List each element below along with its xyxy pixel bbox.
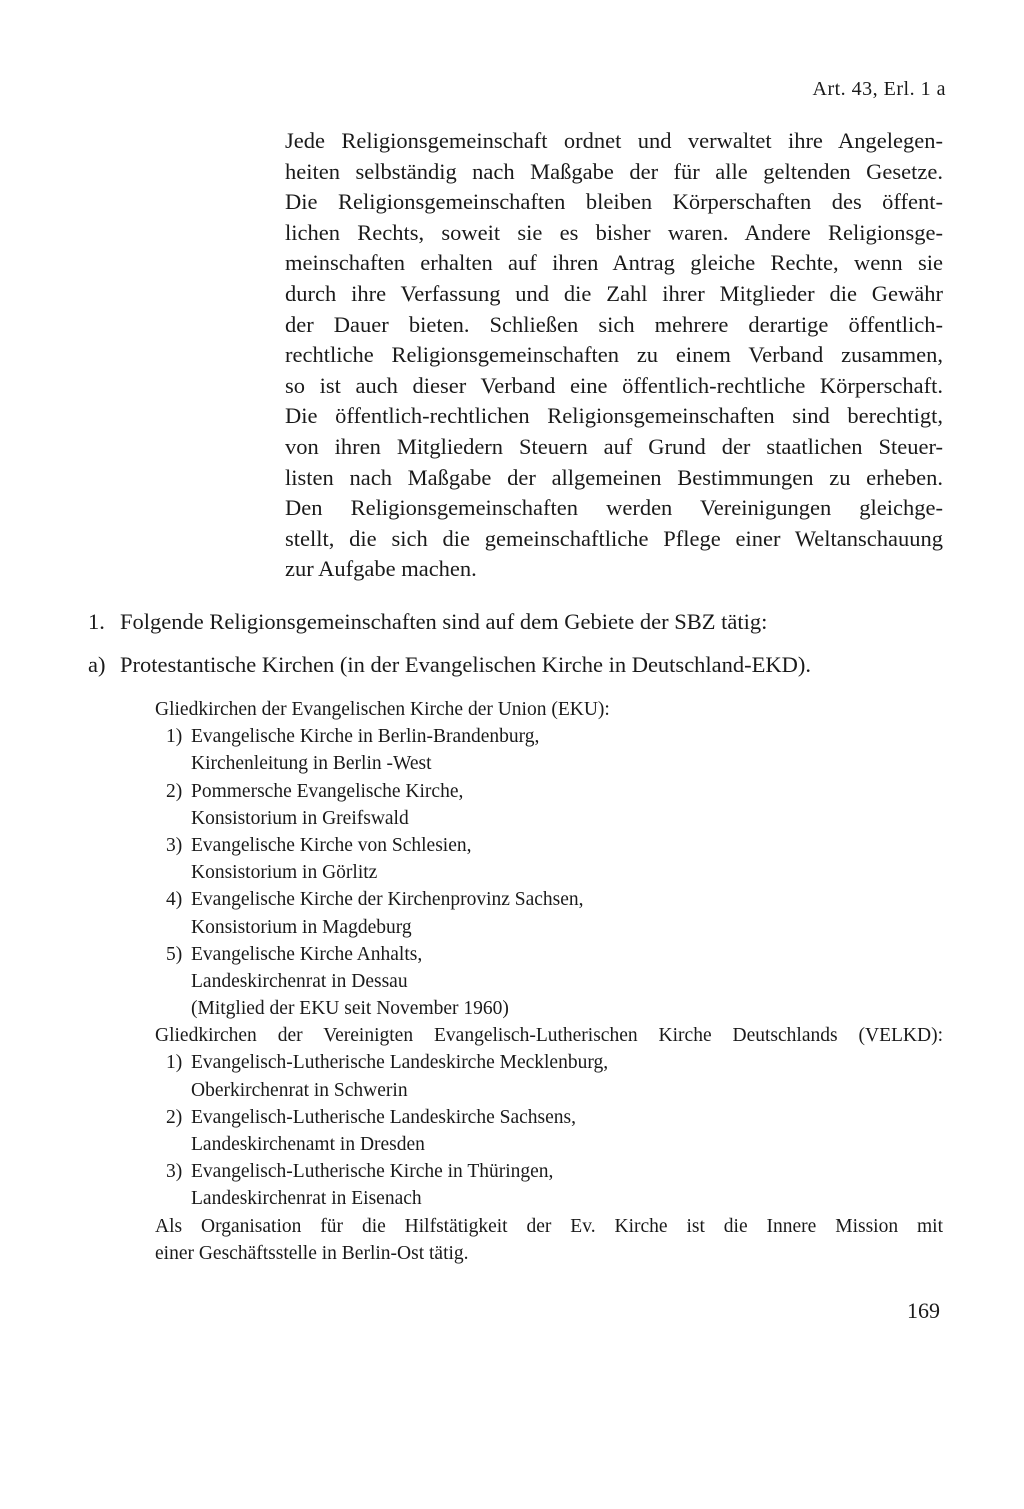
quote-line: durch ihre Verfassung und die Zahl ihrer Mitglieder die Gewähr: [285, 280, 943, 306]
item-number: 2): [166, 1106, 183, 1128]
item-number: 1): [166, 726, 183, 748]
list-item: [155, 723, 943, 750]
list-item: [155, 778, 943, 805]
section-letter: a): [88, 652, 106, 677]
list-item: [155, 1104, 943, 1131]
section-text: Protestantische Kirchen (in der Evangelischen Kirche in Deutschland-EKD).: [120, 652, 812, 677]
item-number: 3): [166, 1161, 183, 1183]
church-name: Evangelische Kirche der Kirchenprovinz Sachsen,: [191, 889, 584, 911]
quote-line: zur Aufgabe machen.: [285, 556, 477, 582]
quote-line: von ihren Mitgliedern Steuern auf Grund der staatlichen Steuer-: [285, 433, 943, 459]
list-item: [155, 832, 943, 859]
page-number: 169: [907, 1298, 940, 1323]
church-name: Evangelisch-Lutherische Kirche in Thüringen,: [191, 1161, 554, 1183]
church-note: (Mitglied der EKU seit November 1960): [191, 998, 509, 1020]
church-name: Pommersche Evangelische Kirche,: [191, 780, 464, 802]
church-name: Evangelisch-Lutherische Landeskirche Mecklenburg,: [191, 1052, 609, 1074]
church-seat: Konsistorium in Görlitz: [191, 862, 378, 884]
quote-line: meinschaften erhalten auf ihren Antrag gleiche Rechte, wenn sie: [285, 250, 943, 276]
quote-line: listen nach Maßgabe der allgemeinen Bestimmungen zu erheben.: [285, 464, 943, 490]
church-seat: Landeskirchenamt in Dresden: [191, 1134, 425, 1155]
quote-line: lichen Rechts, soweit sie es bisher waren. Andere Religionsge-: [285, 219, 943, 245]
church-seat: Konsistorium in Greifswald: [191, 807, 409, 829]
item-number: 5): [166, 943, 183, 965]
quote-line: Den Religionsgemeinschaften werden Vereinigungen gleichge-: [285, 495, 943, 521]
church-seat: Landeskirchenrat in Eisenach: [191, 1188, 422, 1210]
quote-line: Jede Religionsgemeinschaft ordnet und verwaltet ihre Angelegen-: [285, 128, 943, 153]
item-number: 1): [166, 1052, 183, 1074]
eku-heading: Gliedkirchen der Evangelischen Kirche der Union (EKU):: [155, 699, 610, 720]
church-seat: Landeskirchenrat in Dessau: [191, 970, 408, 992]
church-list: [155, 696, 943, 1267]
church-seat: Oberkirchenrat in Schwerin: [191, 1079, 408, 1101]
velkd-heading: Gliedkirchen der Vereinigten Evangelisch-Lutherischen Kirche Deutschlands (VELKD):: [155, 1025, 943, 1047]
quote-line: der Dauer bieten. Schließen sich mehrere derartige öffentlich-: [285, 311, 943, 337]
church-name: Evangelische Kirche von Schlesien,: [191, 834, 472, 856]
section-text: Folgende Religionsgemeinschaften sind auf dem Gebiete der SBZ tätig:: [120, 609, 768, 634]
list-item: [155, 941, 943, 968]
list-item: [155, 1158, 943, 1185]
quote-line: Die öffentlich-rechtlichen Religionsgemeinschaften sind berechtigt,: [285, 403, 943, 429]
quote-line: Die Religionsgemeinschaften bleiben Körperschaften des öffent-: [285, 189, 943, 215]
church-name: Evangelische Kirche Anhalts,: [191, 943, 423, 965]
church-name: Evangelische Kirche in Berlin-Brandenburg,: [191, 726, 540, 748]
section-1-heading: [88, 609, 767, 635]
church-seat: Konsistorium in Magdeburg: [191, 916, 412, 938]
section-a-heading: [88, 652, 811, 678]
item-number: 4): [166, 889, 183, 911]
list-item: [155, 1049, 943, 1076]
church-name: Evangelisch-Lutherische Landeskirche Sachsens,: [191, 1106, 576, 1128]
church-seat: Kirchenleitung in Berlin -West: [191, 753, 432, 775]
running-header: Art. 43, Erl. 1 a: [812, 78, 946, 100]
quote-line: stellt, die sich die gemeinschaftliche Pflege einer Weltanschauung: [285, 525, 943, 551]
constitution-quote: [285, 126, 943, 585]
quote-line: so ist auch dieser Verband eine öffentlich-rechtliche Körperschaft.: [285, 372, 943, 398]
list-item: [155, 886, 943, 913]
closing-line: Als Organisation für die Hilfstätigkeit der Ev. Kirche ist die Innere Mission mit: [155, 1215, 943, 1237]
item-number: 3): [166, 834, 183, 856]
closing-line: einer Geschäftsstelle in Berlin-Ost tätig.: [155, 1242, 469, 1264]
quote-line: heiten selbständig nach Maßgabe der für alle geltenden Gesetze.: [285, 158, 943, 184]
quote-line: rechtliche Religionsgemeinschaften zu einem Verband zusammen,: [285, 342, 943, 368]
item-number: 2): [166, 780, 183, 802]
section-number: 1.: [88, 609, 105, 634]
